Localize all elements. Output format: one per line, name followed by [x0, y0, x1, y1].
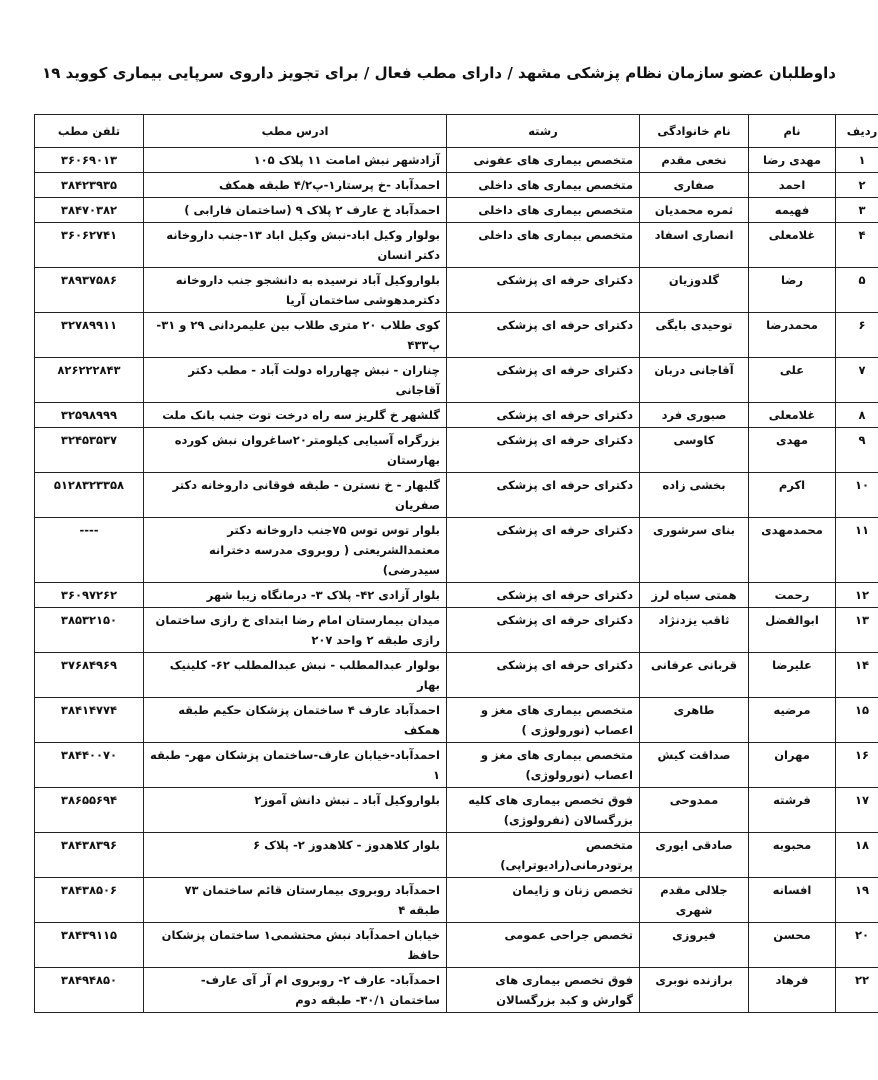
row-last-name: همتی سیاه لرز	[640, 583, 749, 608]
row-phone: ۳۸۴۷۰۳۸۲	[35, 198, 144, 223]
table-row	[35, 518, 878, 583]
table-body	[35, 148, 878, 1013]
table-row	[35, 313, 878, 358]
row-phone: ۵۱۲۸۳۲۳۳۵۸	[35, 473, 144, 518]
table-row	[35, 148, 878, 173]
row-last-name: بنای سرشوری	[640, 518, 749, 583]
row-address: احمدآباد- عارف ۲- روبروی ام آر آی عارف- ساختمان ۳۰/۱- طبقه دوم	[144, 968, 447, 1013]
header-last-name: نام خانوادگی	[640, 115, 749, 148]
row-index: ۱۴	[836, 653, 878, 698]
row-specialty: دکترای حرفه ای پزشکی	[447, 518, 640, 583]
row-index: ۱۹	[836, 878, 878, 923]
row-phone: ۳۸۴۴۰۰۷۰	[35, 743, 144, 788]
row-last-name: ممدوحی	[640, 788, 749, 833]
header-first-name: نام	[749, 115, 836, 148]
row-index: ۷	[836, 358, 878, 403]
row-address: آزادشهر نبش امامت ۱۱ پلاک ۱۰۵	[144, 148, 447, 173]
row-first-name: غلامعلی	[749, 223, 836, 268]
row-index: ۸	[836, 403, 878, 428]
row-specialty: متخصص بیماری های داخلی	[447, 173, 640, 198]
row-phone: ۳۷۶۸۴۹۶۹	[35, 653, 144, 698]
row-first-name: اکرم	[749, 473, 836, 518]
row-first-name: علی	[749, 358, 836, 403]
row-phone: ۳۸۴۲۳۹۳۵	[35, 173, 144, 198]
table-row	[35, 223, 878, 268]
row-address: بلوار توس توس ۷۵جنب داروخانه دکتر معتمدالشریعتی ( روبروی مدرسه دخترانه سیدرضی)	[144, 518, 447, 583]
row-index: ۵	[836, 268, 878, 313]
row-index: ۲۲	[836, 968, 878, 1013]
row-index: ۲۰	[836, 923, 878, 968]
row-address: کوی طلاب ۲۰ متری طلاب بین علیمردانی ۲۹ و ۳۱- پ۴۳۳	[144, 313, 447, 358]
row-last-name: کاوسی	[640, 428, 749, 473]
row-first-name: فرشته	[749, 788, 836, 833]
row-specialty: فوق تخصص بیماری های کلیه بزرگسالان (نفرولوژی)	[447, 788, 640, 833]
row-phone: ۳۸۴۳۸۵۰۶	[35, 878, 144, 923]
row-specialty: دکترای حرفه ای پزشکی	[447, 583, 640, 608]
row-phone: ۳۸۴۱۴۷۷۴	[35, 698, 144, 743]
row-specialty: متخصص بیماری های داخلی	[447, 223, 640, 268]
row-phone: ۸۲۶۲۲۲۸۴۳	[35, 358, 144, 403]
table-row	[35, 698, 878, 743]
row-phone: ۳۸۴۳۹۱۱۵	[35, 923, 144, 968]
row-last-name: توحیدی بایگی	[640, 313, 749, 358]
row-last-name: انصاری اسفاد	[640, 223, 749, 268]
row-last-name: صفاری	[640, 173, 749, 198]
row-first-name: رضا	[749, 268, 836, 313]
row-first-name: احمد	[749, 173, 836, 198]
row-address: بولوار وکیل اباد-نبش وکیل اباد ۱۳-جنب داروخانه دکتر انسان	[144, 223, 447, 268]
row-address: احمدآباد -خ پرستار۱-پ۴/۲ طبقه همکف	[144, 173, 447, 198]
row-specialty: دکترای حرفه ای پزشکی	[447, 403, 640, 428]
row-specialty: دکترای حرفه ای پزشکی	[447, 608, 640, 653]
row-first-name: افسانه	[749, 878, 836, 923]
row-address: گلشهر خ گلریز سه راه درخت توت جنب بانک ملت	[144, 403, 447, 428]
row-first-name: مهران	[749, 743, 836, 788]
row-first-name: رحمت	[749, 583, 836, 608]
row-phone: ۳۸۹۳۷۵۸۶	[35, 268, 144, 313]
row-address: گلبهار - خ نسترن - طبقه فوقانی داروخانه دکتر صفریان	[144, 473, 447, 518]
row-first-name: فرهاد	[749, 968, 836, 1013]
row-phone: ۳۸۶۵۵۶۹۴	[35, 788, 144, 833]
row-address: بلواروکیل آباد ـ نبش دانش آموز۲	[144, 788, 447, 833]
row-last-name: صادقی ایوری	[640, 833, 749, 878]
document-title: داوطلبان عضو سازمان نظام پزشکی مشهد / دارای مطب فعال / برای تجویز داروی سرپایی بیماری کووید ۱۹	[42, 64, 836, 82]
row-last-name: برازنده نوبری	[640, 968, 749, 1013]
table-row	[35, 923, 878, 968]
header-address: ادرس مطب	[144, 115, 447, 148]
row-specialty: دکترای حرفه ای پزشکی	[447, 313, 640, 358]
row-last-name: صداقت کیش	[640, 743, 749, 788]
table-row	[35, 833, 878, 878]
row-first-name: مهدی رضا	[749, 148, 836, 173]
row-last-name: قربانی عرفانی	[640, 653, 749, 698]
row-last-name: نخعی مقدم	[640, 148, 749, 173]
row-specialty: دکترای حرفه ای پزشکی	[447, 428, 640, 473]
table-header-row	[35, 115, 878, 148]
row-specialty: متخصص بیماری های داخلی	[447, 198, 640, 223]
table-row	[35, 583, 878, 608]
row-last-name: طاهری	[640, 698, 749, 743]
header-index: ردیف	[836, 115, 878, 148]
row-address: بلوار آزادی ۴۲- پلاک ۳- درمانگاه زیبا شهر	[144, 583, 447, 608]
row-last-name: گلدوزیان	[640, 268, 749, 313]
row-index: ۹	[836, 428, 878, 473]
doctors-table	[34, 114, 878, 1013]
row-first-name: محسن	[749, 923, 836, 968]
row-last-name: بخشی زاده	[640, 473, 749, 518]
row-first-name: مهدی	[749, 428, 836, 473]
row-specialty: متخصص بیماری های عفونی	[447, 148, 640, 173]
row-specialty: فوق تخصص بیماری های گوارش و کبد بزرگسالان	[447, 968, 640, 1013]
row-address: بولوار عبدالمطلب - نبش عبدالمطلب ۶۲- کلینیک بهار	[144, 653, 447, 698]
row-phone: ۳۶۰۶۹۰۱۳	[35, 148, 144, 173]
row-phone: ۳۸۵۳۲۱۵۰	[35, 608, 144, 653]
row-phone: ۳۲۴۵۳۵۳۷	[35, 428, 144, 473]
table-row	[35, 473, 878, 518]
row-specialty: دکترای حرفه ای پزشکی	[447, 473, 640, 518]
header-phone: تلفن مطب	[35, 115, 144, 148]
row-first-name: غلامعلی	[749, 403, 836, 428]
row-address: بزرگراه آسیایی کیلومتر۲۰ساغروان نبش کورده بهارستان	[144, 428, 447, 473]
row-first-name: محمدمهدی	[749, 518, 836, 583]
row-specialty: دکترای حرفه ای پزشکی	[447, 358, 640, 403]
row-index: ۳	[836, 198, 878, 223]
row-index: ۱۳	[836, 608, 878, 653]
row-specialty: متخصص پرتودرمانی(رادیوتراپی)	[447, 833, 640, 878]
table-row	[35, 878, 878, 923]
table-row	[35, 403, 878, 428]
table-row	[35, 608, 878, 653]
row-last-name: آقاجانی دربان	[640, 358, 749, 403]
table-row	[35, 268, 878, 313]
table-row	[35, 653, 878, 698]
row-index: ۱۵	[836, 698, 878, 743]
table-row	[35, 198, 878, 223]
row-last-name: فیروزی	[640, 923, 749, 968]
header-specialty: رشته	[447, 115, 640, 148]
row-phone: ۳۶۰۶۲۷۴۱	[35, 223, 144, 268]
row-specialty: متخصص بیماری های مغز و اعصاب (نورولوژی)	[447, 743, 640, 788]
row-index: ۱۸	[836, 833, 878, 878]
row-index: ۶	[836, 313, 878, 358]
row-last-name: جلالی مقدم شهری	[640, 878, 749, 923]
row-first-name: محبوبه	[749, 833, 836, 878]
row-address: احمدآباد عارف ۴ ساختمان پزشکان حکیم طبقه همکف	[144, 698, 447, 743]
row-index: ۱۶	[836, 743, 878, 788]
row-specialty: دکترای حرفه ای پزشکی	[447, 268, 640, 313]
row-index: ۱۲	[836, 583, 878, 608]
table-row	[35, 173, 878, 198]
row-index: ۴	[836, 223, 878, 268]
row-first-name: محمدرضا	[749, 313, 836, 358]
row-phone: ۳۸۴۹۴۸۵۰	[35, 968, 144, 1013]
row-index: ۱۷	[836, 788, 878, 833]
row-specialty: تخصص زنان و زایمان	[447, 878, 640, 923]
row-phone: ۳۸۴۳۸۳۹۶	[35, 833, 144, 878]
row-index: ۱۰	[836, 473, 878, 518]
row-phone: ۳۲۷۸۹۹۱۱	[35, 313, 144, 358]
table-row	[35, 743, 878, 788]
row-index: ۱۱	[836, 518, 878, 583]
table-row	[35, 788, 878, 833]
row-phone: ۳۲۵۹۸۹۹۹	[35, 403, 144, 428]
row-first-name: فهیمه	[749, 198, 836, 223]
row-address: احمدآباد-خیابان عارف-ساختمان پزشکان مهر- طبقه ۱	[144, 743, 447, 788]
row-specialty: تخصص جراحی عمومی	[447, 923, 640, 968]
row-address: احمدآباد خ عارف ۲ پلاک ۹ (ساختمان فارابی )	[144, 198, 447, 223]
row-index: ۱	[836, 148, 878, 173]
row-address: میدان بیمارستان امام رضا ابتدای خ رازی ساختمان رازی طبقه ۲ واحد ۲۰۷	[144, 608, 447, 653]
row-specialty: متخصص بیماری های مغز و اعصاب (نورولوژی )	[447, 698, 640, 743]
table-row	[35, 428, 878, 473]
row-address: احمدآباد روبروی بیمارستان قائم ساختمان ۷۳ طبقه ۴	[144, 878, 447, 923]
row-index: ۲	[836, 173, 878, 198]
row-first-name: علیرضا	[749, 653, 836, 698]
row-specialty: دکترای حرفه ای پزشکی	[447, 653, 640, 698]
table-row	[35, 968, 878, 1013]
row-phone: ----	[35, 518, 144, 583]
row-last-name: ثاقب یزدنژاد	[640, 608, 749, 653]
row-address: بلوار کلاهدوز - کلاهدوز ۲- پلاک ۶	[144, 833, 447, 878]
row-first-name: ابوالفضل	[749, 608, 836, 653]
table-row	[35, 358, 878, 403]
row-last-name: صبوری فرد	[640, 403, 749, 428]
row-phone: ۳۶۰۹۷۲۶۲	[35, 583, 144, 608]
row-address: بلواروکیل آباد نرسیده به دانشجو جنب داروخانه دکترمدهوشی ساختمان آریا	[144, 268, 447, 313]
row-address: چناران - نبش چهارراه دولت آباد - مطب دکتر آقاجانی	[144, 358, 447, 403]
row-last-name: ثمره محمدیان	[640, 198, 749, 223]
row-first-name: مرضیه	[749, 698, 836, 743]
row-address: خیابان احمدآباد نبش محتشمی۱ ساختمان پزشکان حافظ	[144, 923, 447, 968]
